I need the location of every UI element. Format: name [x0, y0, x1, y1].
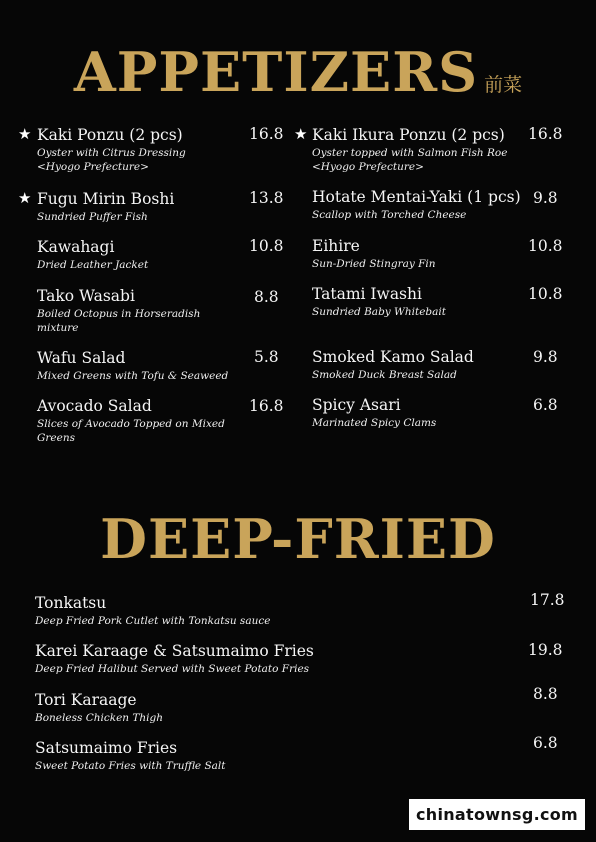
- item-desc: Deep Fried Pork Cutlet with Tonkatsu sauce: [35, 615, 271, 627]
- item-name: Spicy Asari: [312, 396, 401, 414]
- item-desc: Sundried Puffer Fish: [37, 211, 148, 223]
- menu-item-kaki-ponzu: [18, 125, 227, 174]
- item-name: Karei Karaage & Satsumaimo Fries: [35, 642, 314, 660]
- item-name: Fugu Mirin Boshi: [37, 190, 175, 208]
- item-name: Tako Wasabi: [37, 287, 135, 305]
- item-name: Satsumaimo Fries: [35, 739, 178, 757]
- item-desc: Smoked Duck Breast Salad: [312, 369, 457, 381]
- menu-item-tonkatsu: [35, 594, 495, 628]
- item-desc: Sun-Dried Stingray Fin: [312, 258, 436, 270]
- item-price: 13.8: [249, 189, 284, 207]
- menu-item-wafu-salad: [37, 349, 237, 383]
- item-desc: Mixed Greens with Tofu & Seaweed: [37, 370, 229, 382]
- item-price: 10.8: [528, 285, 563, 303]
- item-price: 9.8: [533, 348, 558, 366]
- menu-item-karei-karaage: [35, 642, 495, 676]
- menu-item-spicy-asari: [312, 396, 522, 430]
- item-price: 16.8: [528, 125, 563, 143]
- item-name: Tatami Iwashi: [312, 285, 422, 303]
- item-name: Wafu Salad: [37, 349, 126, 367]
- menu-item-kaki-ikura-ponzu: [294, 125, 522, 174]
- item-desc: Oyster with Citrus Dressing <Hyogo Prefecture>: [37, 147, 186, 173]
- item-price: 8.8: [254, 288, 279, 306]
- item-desc: Sweet Potato Fries with Truffle Salt: [35, 760, 226, 772]
- menu-item-tori-karaage: [35, 691, 495, 725]
- item-name: Kawahagi: [37, 238, 115, 256]
- item-price: 6.8: [533, 396, 558, 414]
- item-name: Kaki Ponzu (2 pcs): [37, 126, 183, 144]
- item-desc: Boiled Octopus in Horseradish mixture: [37, 308, 201, 334]
- deep-fried-title: DEEP-FRIED: [100, 507, 496, 571]
- item-desc: Sundried Baby Whitebait: [312, 306, 446, 318]
- item-price: 10.8: [249, 237, 284, 255]
- appetizers-title-cn: 前菜: [484, 74, 523, 96]
- menu-item-kawahagi: [37, 238, 227, 272]
- item-price: 17.8: [530, 591, 565, 609]
- menu-item-fugu-mirin-boshi: [18, 189, 227, 224]
- item-name: Tonkatsu: [35, 594, 107, 612]
- item-name: Kaki Ikura Ponzu (2 pcs): [312, 126, 505, 144]
- item-desc: Slices of Avocado Topped on Mixed Greens: [37, 418, 225, 444]
- item-desc: Scallop with Torched Cheese: [312, 209, 467, 221]
- item-price: 6.8: [533, 734, 558, 752]
- item-name: Hotate Mentai-Yaki (1 pcs): [312, 188, 521, 206]
- appetizers-title-text: APPETIZERS: [73, 40, 479, 104]
- star-icon: ★: [18, 189, 32, 207]
- item-name: Smoked Kamo Salad: [312, 348, 474, 366]
- menu-item-tako-wasabi: [37, 287, 227, 335]
- item-price: 9.8: [533, 189, 558, 207]
- item-desc: Oyster topped with Salmon Fish Roe <Hyogo Prefecture>: [312, 147, 508, 173]
- menu-item-tatami-iwashi: [312, 285, 522, 319]
- star-icon: ★: [294, 125, 308, 143]
- item-desc: Deep Fried Halibut Served with Sweet Potato Fries: [35, 663, 310, 675]
- star-icon: ★: [18, 125, 32, 143]
- item-desc: Boneless Chicken Thigh: [35, 712, 164, 724]
- item-desc: Marinated Spicy Clams: [312, 417, 437, 429]
- item-price: 16.8: [249, 397, 284, 415]
- menu-item-smoked-kamo-salad: [312, 348, 522, 382]
- item-price: 5.8: [254, 348, 279, 366]
- watermark: chinatownsg.com: [409, 799, 585, 830]
- item-name: Avocado Salad: [37, 397, 152, 415]
- item-name: Eihire: [312, 237, 360, 255]
- appetizers-title: [0, 40, 596, 104]
- item-price: 16.8: [249, 125, 284, 143]
- menu-item-satsumaimo-fries: [35, 739, 495, 773]
- menu-item-avocado-salad: [37, 397, 232, 445]
- item-price: 8.8: [533, 685, 558, 703]
- item-desc: Dried Leather Jacket: [37, 259, 149, 271]
- menu-item-hotate-mentai-yaki: [312, 188, 522, 222]
- item-price: 19.8: [528, 641, 563, 659]
- menu-item-eihire: [312, 237, 522, 271]
- item-price: 10.8: [528, 237, 563, 255]
- item-name: Tori Karaage: [35, 691, 137, 709]
